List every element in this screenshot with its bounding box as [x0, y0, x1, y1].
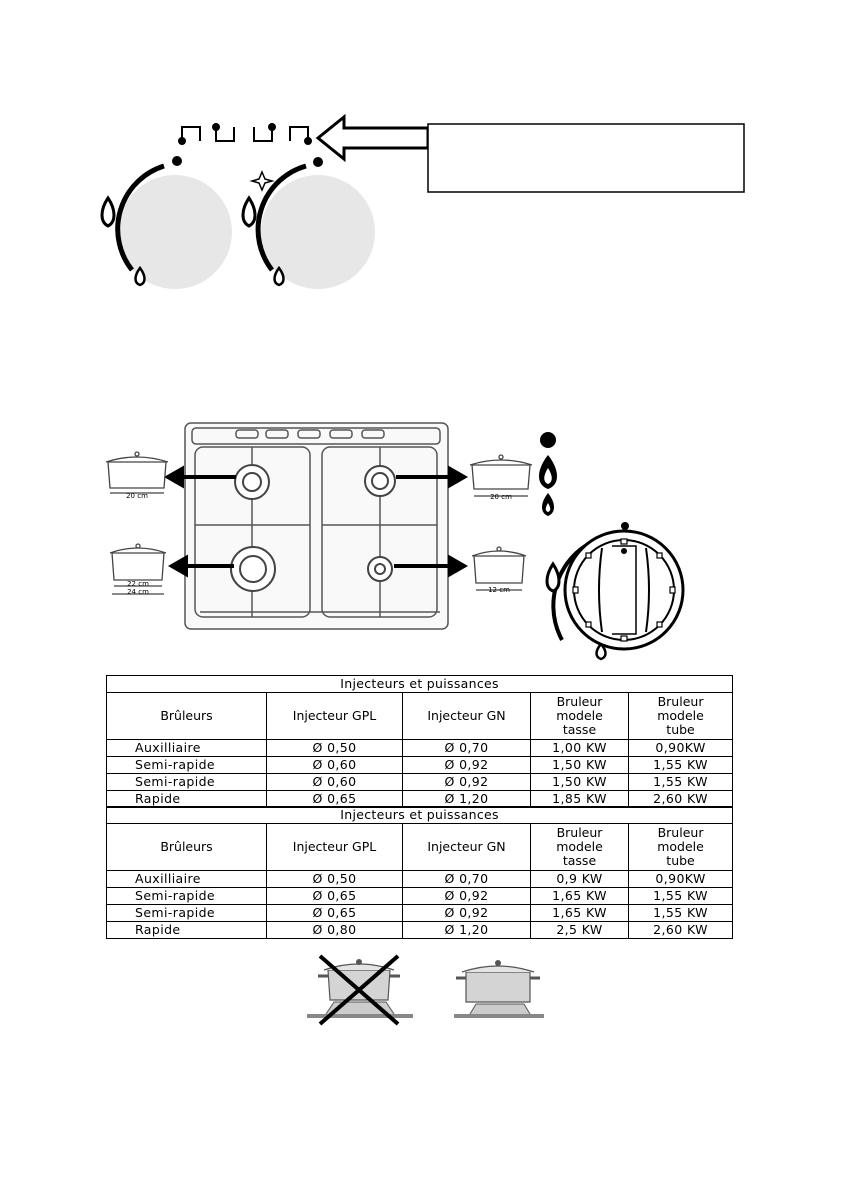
hob-diagram	[0, 400, 843, 670]
program-icons	[179, 124, 311, 144]
knob-detail	[547, 522, 683, 659]
callout-arrow	[318, 117, 428, 159]
cell-tube: 1,55 KW	[629, 757, 733, 774]
cell-gn: Ø 0,92	[403, 757, 531, 774]
cell-tube: 1,55 KW	[629, 774, 733, 791]
pot-icon-front-right	[470, 455, 532, 496]
cell-gpl: Ø 0,80	[267, 922, 403, 939]
header-tube-model: Bruleur modele tube	[629, 824, 733, 871]
correct-pot-icon	[454, 960, 544, 1018]
cell-gpl: Ø 0,60	[267, 757, 403, 774]
cell-gn: Ø 0,70	[403, 871, 531, 888]
table-row	[107, 888, 733, 905]
header-tube-model: Bruleur modele tube	[629, 693, 733, 740]
pot-label-back-left-1: 22 cm	[127, 580, 149, 588]
off-dot-icon	[621, 522, 629, 530]
right-knob	[243, 157, 375, 289]
program-4-icon	[290, 127, 311, 144]
program-3-icon	[254, 124, 275, 141]
table-row	[107, 757, 733, 774]
cell-burner: Rapide	[107, 922, 267, 939]
burner-back-right	[365, 466, 395, 496]
cell-gpl: Ø 0,65	[267, 888, 403, 905]
burner-back-left	[235, 465, 269, 499]
cell-cup: 1,00 KW	[531, 740, 629, 757]
cell-cup: 1,65 KW	[531, 888, 629, 905]
cell-cup: 1,50 KW	[531, 757, 629, 774]
cell-gn: Ø 0,92	[403, 888, 531, 905]
cell-tube: 1,55 KW	[629, 888, 733, 905]
small-flame-icon	[275, 268, 284, 285]
cell-tube: 1,55 KW	[629, 905, 733, 922]
table-row	[107, 740, 733, 757]
program-1-icon	[179, 127, 200, 144]
spark-icon	[252, 172, 272, 190]
cell-gn: Ø 0,92	[403, 905, 531, 922]
cell-cup: 1,65 KW	[531, 905, 629, 922]
cell-gpl: Ø 0,60	[267, 774, 403, 791]
table-row	[107, 871, 733, 888]
pot-usage-diagram	[0, 950, 843, 1030]
pot-icon-back-right	[472, 547, 526, 590]
burner-front-left	[231, 547, 275, 591]
table-row	[107, 791, 733, 808]
table-title: Injecteurs et puissances	[107, 807, 733, 824]
cell-tube: 2,60 KW	[629, 791, 733, 808]
cell-burner: Semi-rapide	[107, 757, 267, 774]
cell-gpl: Ø 0,65	[267, 791, 403, 808]
burner-front-right	[368, 557, 392, 581]
cell-tube: 0,90KW	[629, 871, 733, 888]
header-cup-model: Bruleur modele tasse	[531, 693, 629, 740]
dot-off-icon	[313, 157, 323, 167]
off-dot-icon	[540, 432, 556, 448]
incorrect-pot-icon	[307, 956, 413, 1024]
header-gpl: Injecteur GPL	[267, 824, 403, 871]
cell-gn: Ø 1,20	[403, 922, 531, 939]
large-flame-icon	[102, 198, 114, 226]
pot-label-back-right: 12 cm	[488, 586, 510, 594]
cell-gpl: Ø 0,50	[267, 871, 403, 888]
pot-label-front-right: 20 cm	[490, 493, 512, 501]
cell-cup: 0,9 KW	[531, 871, 629, 888]
cell-burner: Semi-rapide	[107, 905, 267, 922]
cell-burner: Semi-rapide	[107, 774, 267, 791]
dot-off-icon	[172, 156, 182, 166]
cell-burner: Auxilliaire	[107, 740, 267, 757]
table-row	[107, 905, 733, 922]
header-gn: Injecteur GN	[403, 824, 531, 871]
cell-cup: 1,85 KW	[531, 791, 629, 808]
header-gpl: Injecteur GPL	[267, 693, 403, 740]
injectors-table-b	[106, 806, 733, 939]
header-gn: Injecteur GN	[403, 693, 531, 740]
cell-gpl: Ø 0,50	[267, 740, 403, 757]
table-row	[107, 774, 733, 791]
cell-gn: Ø 0,70	[403, 740, 531, 757]
cell-cup: 1,50 KW	[531, 774, 629, 791]
header-burners: Brûleurs	[107, 824, 267, 871]
large-flame-icon	[547, 564, 559, 591]
small-flame-icon	[136, 268, 145, 285]
pot-label-front-left: 20 cm	[126, 492, 148, 500]
header-burners: Brûleurs	[107, 693, 267, 740]
table-row	[107, 922, 733, 939]
injectors-table-a	[106, 675, 733, 808]
cell-gn: Ø 1,20	[403, 791, 531, 808]
hob-body	[185, 423, 448, 629]
cell-gpl: Ø 0,65	[267, 905, 403, 922]
header-cup-model: Bruleur modele tasse	[531, 824, 629, 871]
table-title: Injecteurs et puissances	[107, 676, 733, 693]
pot-icon-front-left	[106, 452, 168, 493]
pot-label-back-left-2: 24 cm	[127, 588, 149, 596]
cell-cup: 2,5 KW	[531, 922, 629, 939]
cell-burner: Rapide	[107, 791, 267, 808]
cell-gn: Ø 0,92	[403, 774, 531, 791]
left-knob	[102, 156, 232, 289]
cell-tube: 2,60 KW	[629, 922, 733, 939]
callout-text	[434, 130, 738, 186]
cell-burner: Semi-rapide	[107, 888, 267, 905]
cell-tube: 0,90KW	[629, 740, 733, 757]
program-2-icon	[213, 124, 234, 141]
large-flame-icon	[243, 198, 255, 226]
cell-burner: Auxilliaire	[107, 871, 267, 888]
